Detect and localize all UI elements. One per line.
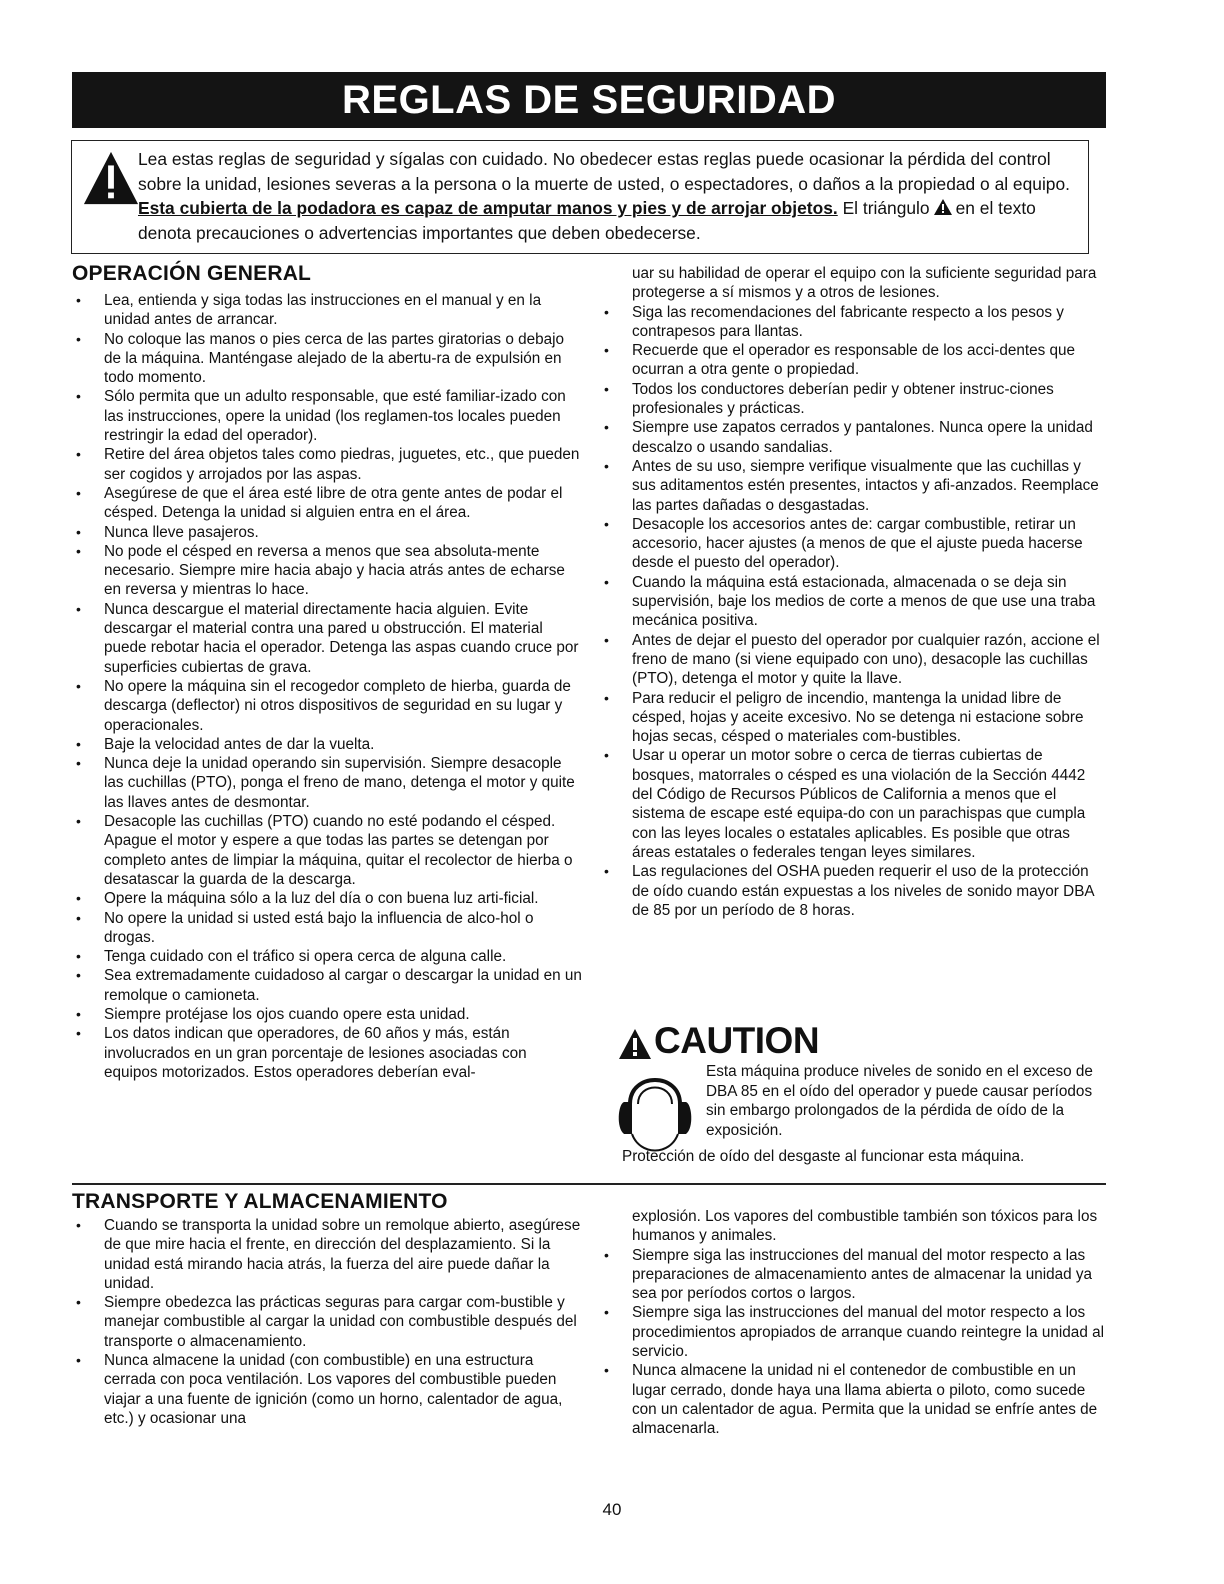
list-item: • Lea, entienda y siga todas las instrucciones en el manual y en la unidad antes de arrancar. — [72, 291, 582, 330]
list-item: • Tenga cuidado con el tráfico si opera cerca de alguna calle. — [72, 947, 582, 966]
warning-triangle-icon — [82, 149, 140, 207]
intro-warning-box — [71, 140, 1089, 254]
list-item: • No opere la máquina sin el recogedor completo de hierba, guarda de descarga (deflector) ni otros dispositivos de seguridad en su lugar y operacionales. — [72, 677, 582, 735]
section-title-transporte: TRANSPORTE Y ALMACENAMIENTO — [72, 1190, 448, 1213]
list-item: • Recuerde que el operador es responsable de los acci-dentes que ocurran a otra gente o propiedad. — [600, 341, 1106, 380]
list-item: • Siga las recomendaciones del fabricante respecto a los pesos y contrapesos para llantas. — [600, 303, 1106, 342]
caution-text: Esta máquina produce niveles de sonido en el exceso de DBA 85 en el oído del operador y puede causar períodos sin embargo prolongados de la pérdida de oído de la exposición. — [706, 1063, 1093, 1139]
page-title: REGLAS DE SEGURIDAD — [72, 72, 1106, 128]
list-item: • Desacople las cuchillas (PTO) cuando no esté podando el césped. Apague el motor y espere a que todas las partes se detengan por completo antes de limpiar la máquina, quitar el recolector de hierba o desatascar la guarda de la descarga. — [72, 812, 582, 889]
intro-text — [138, 147, 1082, 245]
list-item: • No coloque las manos o pies cerca de las partes giratorias o debajo de la máquina. Manténgase alejado de la abertu-ra de expulsión en todo momento. — [72, 330, 582, 388]
transporte-left-list — [72, 1216, 582, 1428]
list-item: • Para reducir el peligro de incendio, mantenga la unidad libre de césped, hojas y aceite excesivo. No se detenga ni estacione sobre hojas secas, césped o materiales com-bustibles. — [600, 689, 1106, 747]
section-divider — [72, 1183, 1106, 1185]
caution-label: CAUTION — [654, 1020, 820, 1061]
intro-bold-warning: Esta cubierta de la podadora es capaz de amputar manos y pies y de arrojar objetos. — [138, 198, 838, 218]
list-item: • Nunca descargue el material directamente hacia alguien. Evite descargar el material contra una pared u obstrucción. El material puede rebotar hacia el operador. Detenga las aspas cuando cruce por superficies cubiertas de grava. — [72, 600, 582, 677]
ear-protection-icon — [610, 1064, 700, 1156]
list-item: • Sea extremadamente cuidadoso al cargar o descargar la unidad en un remolque o camioneta. — [72, 966, 582, 1005]
list-item-continuation: explosión. Los vapores del combustible también son tóxicos para los humanos y animales. — [632, 1208, 1098, 1245]
list-item: • Las regulaciones del OSHA pueden requerir el uso de la protección de oído cuando están expuestas a los niveles de sonido mayor DBA de 85 por un período de 8 horas. — [600, 862, 1106, 920]
intro-text-1: Lea estas reglas de seguridad y sígalas con cuidado. No obedecer estas reglas puede ocasionar la pérdida del control sobre la unidad, lesiones severas a la persona o la muerte de usted, o espectadores, o daños a la propiedad o al equipo. — [138, 149, 1070, 194]
list-item: • Siempre use zapatos cerrados y pantalones. Nunca opere la unidad descalzo o usando sandalias. — [600, 418, 1106, 457]
intro-text-2b: en el texto denota precauciones o advertencias importantes que deben obedecerse. — [138, 198, 1036, 243]
warning-triangle-icon — [933, 198, 953, 216]
list-item: • No opere la unidad si usted está bajo la influencia de alco-hol o drogas. — [72, 909, 582, 948]
list-item: • Los datos indican que operadores, de 60 años y más, están involucrados en un gran porcentaje de lesiones asociadas con equipos motorizados. Estos operadores deberían eval- — [72, 1024, 582, 1082]
operacion-right-list — [600, 264, 1106, 920]
list-item: • Retire del área objetos tales como piedras, juguetes, etc., que pueden ser cogidos y arrojados por las aspas. — [72, 445, 582, 484]
list-item: • Antes de dejar el puesto del operador por cualquier razón, accione el freno de mano (si viene equipado con uno), desacople las cuchillas (PTO), detenga el motor y quite la llave. — [600, 631, 1106, 689]
intro-text-2a: El triángulo — [842, 198, 930, 218]
list-item: • Siempre protéjase los ojos cuando opere esta unidad. — [72, 1005, 582, 1024]
warning-triangle-icon — [618, 1028, 652, 1060]
list-item: • Baje la velocidad antes de dar la vuelta. — [72, 735, 582, 754]
list-item: • Todos los conductores deberían pedir y obtener instruc-ciones profesionales y prácticas. — [600, 380, 1106, 419]
page-number: 40 — [602, 1500, 622, 1519]
list-item-continuation: uar su habilidad de operar el equipo con la suficiente seguridad para protegerse a sí mismos y a otros de lesiones. — [632, 265, 1097, 302]
transporte-right-list — [600, 1207, 1106, 1439]
list-item: • Desacople los accesorios antes de: cargar combustible, retirar un accesorio, hacer ajustes (a menos de que el ajuste pueda hacerse desde el puesto del operador). — [600, 515, 1106, 573]
list-item: • Sólo permita que un adulto responsable, que esté familiar-izado con las instrucciones, opere la unidad (los reglamen-tos locales pueden restringir la edad del operador). — [72, 387, 582, 445]
list-item: • Siempre siga las instrucciones del manual del motor respecto a las preparaciones de almacenamiento antes de almacenar la unidad ya sea por períodos cortos o largos. — [600, 1246, 1106, 1304]
list-item: • Nunca almacene la unidad (con combustible) en una estructura cerrada con poca ventilación. Los vapores del combustible pueden viajar a una fuente de ignición (como un horno, calentador de agua, etc.) y ocasionar una — [72, 1351, 582, 1428]
list-item: • Siempre obedezca las prácticas seguras para cargar com-bustible y manejar combustible al cargar la unidad con combustible después del transporte o almacenamiento. — [72, 1293, 582, 1351]
list-item: • Cuando la máquina está estacionada, almacenada o se deja sin supervisión, baje los medios de corte a menos de que use una traba mecánica positiva. — [600, 573, 1106, 631]
section-title-operacion: OPERACIÓN GENERAL — [72, 262, 312, 285]
list-item: • Nunca deje la unidad operando sin supervisión. Siempre desacople las cuchillas (PTO), ponga el freno de mano, detenga el motor y quite las llaves antes de desmontar. — [72, 754, 582, 812]
list-item: • Cuando se transporta la unidad sobre un remolque abierto, asegúrese de que mire hacia el frente, en dirección del desplazamiento. Si la unidad está mirando hacia atrás, la fuerza del aire puede dañar la unidad. — [72, 1216, 582, 1293]
list-item: • Antes de su uso, siempre verifique visualmente que las cuchillas y sus aditamentos estén presentes, intactos y afi-anzados. Reemplace las partes dañadas o desgastadas. — [600, 457, 1106, 515]
list-item: • Asegúrese de que el área esté libre de otra gente antes de podar el césped. Detenga la unidad si alguien entra en el área. — [72, 484, 582, 523]
caution-footer: Protección de oído del desgaste al funcionar esta máquina. — [622, 1148, 1025, 1165]
list-item: • No pode el césped en reversa a menos que sea absoluta-mente necesario. Siempre mire hacia abajo y hacia atrás antes de echarse en reversa y mientras lo hace. — [72, 542, 582, 600]
list-item: • Opere la máquina sólo a la luz del día o con buena luz arti-ficial. — [72, 889, 582, 908]
list-item: • Siempre siga las instrucciones del manual del motor respecto a los procedimientos apropiados de arranque cuando reintegre la unidad al servicio. — [600, 1303, 1106, 1361]
operacion-left-list — [72, 291, 582, 1082]
list-item: • Usar u operar un motor sobre o cerca de tierras cubiertas de bosques, matorrales o césped es una violación de la Sección 4442 del Código de Recursos Públicos de California a menos que el sistema de escape esté equipa-do con un parachispas que cumpla con las leyes locales o estatales aplicables. Es posible que otras áreas estatales o federales tengan leyes similares. — [600, 746, 1106, 862]
list-item: • Nunca lleve pasajeros. — [72, 523, 582, 542]
list-item: • Nunca almacene la unidad ni el contenedor de combustible en un lugar cerrado, donde haya una llama abierta o piloto, como sucede con un calentador de agua. Permita que la unidad se enfríe antes de almacenarla. — [600, 1361, 1106, 1438]
